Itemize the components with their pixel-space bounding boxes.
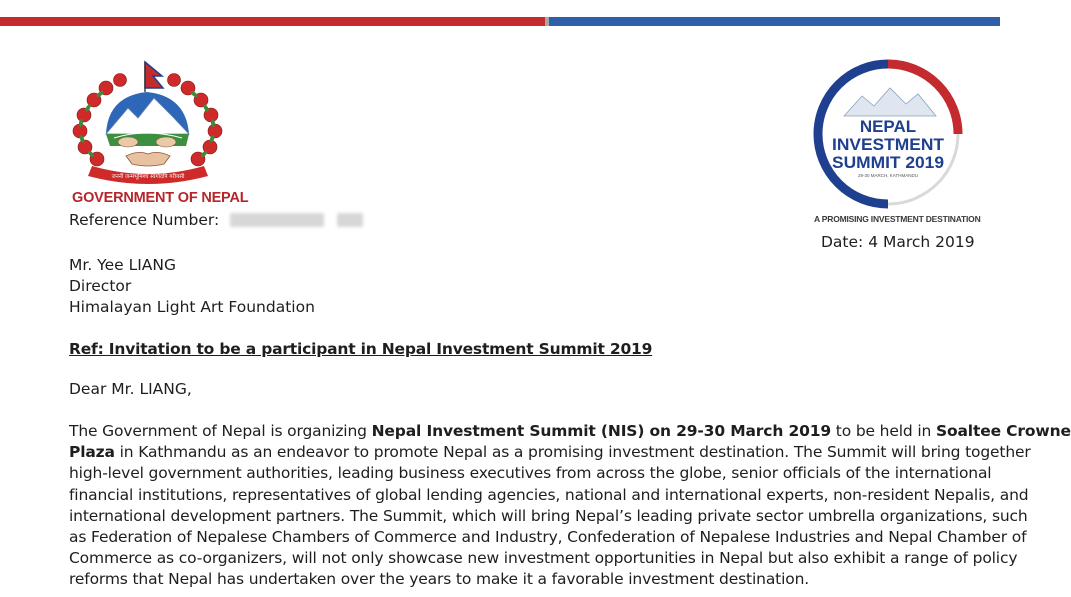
- body-line: financial institutions, representatives of global lending agencies, national and international experts, non-resident Nepalis, and: [69, 485, 1029, 504]
- reference-number-label: Reference Number:: [69, 211, 220, 229]
- letter-date: Date: 4 March 2019: [821, 233, 975, 251]
- addressee-organization: Himalayan Light Art Foundation: [69, 298, 315, 316]
- government-name: GOVERNMENT OF NEPAL: [72, 190, 249, 206]
- svg-text:29-30 MARCH, KATHMANDU: 29-30 MARCH, KATHMANDU: [858, 173, 918, 178]
- body-line: Commerce as co-organizers, will not only showcase new investment opportunities in Nepal but also exhibit a range of policy: [69, 549, 1018, 568]
- body-paragraph: [69, 421, 1071, 591]
- svg-text:SUMMIT 2019: SUMMIT 2019: [832, 153, 944, 172]
- nepal-investment-summit-logo: [808, 58, 968, 210]
- summit-tagline: A PROMISING INVESTMENT DESTINATION: [814, 214, 981, 224]
- addressee-name: Mr. Yee LIANG: [69, 256, 177, 274]
- salutation: Dear Mr. LIANG,: [69, 380, 192, 398]
- body-line: international development partners. The Summit, which will bring Nepal’s leading private sector umbrella organizations, such: [69, 506, 1028, 525]
- nepal-coat-of-arms-icon: [66, 58, 230, 188]
- redacted-reference-suffix: [337, 213, 363, 227]
- body-line: high-level government authorities, leading business executives from across the globe, senior officials of the international: [69, 464, 992, 483]
- mountain-scene: [106, 92, 189, 147]
- body-line: as Federation of Nepalese Chambers of Commerce and Industry, Confederation of Nepalese Industries and Nepal Chamber of: [69, 528, 1027, 547]
- addressee-block: [69, 255, 315, 318]
- subject-line: Ref: Invitation to be a participant in Nepal Investment Summit 2019: [69, 340, 653, 358]
- letterhead-color-bar: [0, 17, 1000, 26]
- body-line: The Government of Nepal is organizing Nepal Investment Summit (NIS) on 29-30 March 2019 to be held in Soaltee Crowne: [69, 422, 1071, 440]
- summit-name-bold: Nepal Investment Summit (NIS) on 29-30 March 2019: [371, 422, 831, 440]
- letterhead-blue-stripe: [549, 17, 1000, 26]
- motto-ribbon: [88, 166, 208, 184]
- venue-bold: Soaltee Crowne: [935, 422, 1071, 440]
- svg-text:जननी जन्मभूमिश्च स्वर्गादपि गर: जननी जन्मभूमिश्च स्वर्गादपि गरीयसी: [111, 174, 185, 180]
- reference-number: [69, 211, 363, 229]
- letterhead-red-stripe: [0, 17, 545, 26]
- nepal-flag-icon: [145, 62, 163, 92]
- body-line: Plaza in Kathmandu as an endeavor to promote Nepal as a promising investment destination. The Summit will bring together: [69, 443, 1031, 462]
- addressee-title: Director: [69, 277, 132, 295]
- svg-text:INVESTMENT: INVESTMENT: [832, 135, 945, 154]
- body-line: reforms that Nepal has undertaken over the years to make it a favorable investment destination.: [69, 570, 810, 589]
- redacted-reference-value: [230, 213, 324, 227]
- handshake-icon: [126, 152, 170, 166]
- venue-bold-cont: Plaza: [69, 443, 115, 462]
- svg-text:NEPAL: NEPAL: [859, 117, 917, 136]
